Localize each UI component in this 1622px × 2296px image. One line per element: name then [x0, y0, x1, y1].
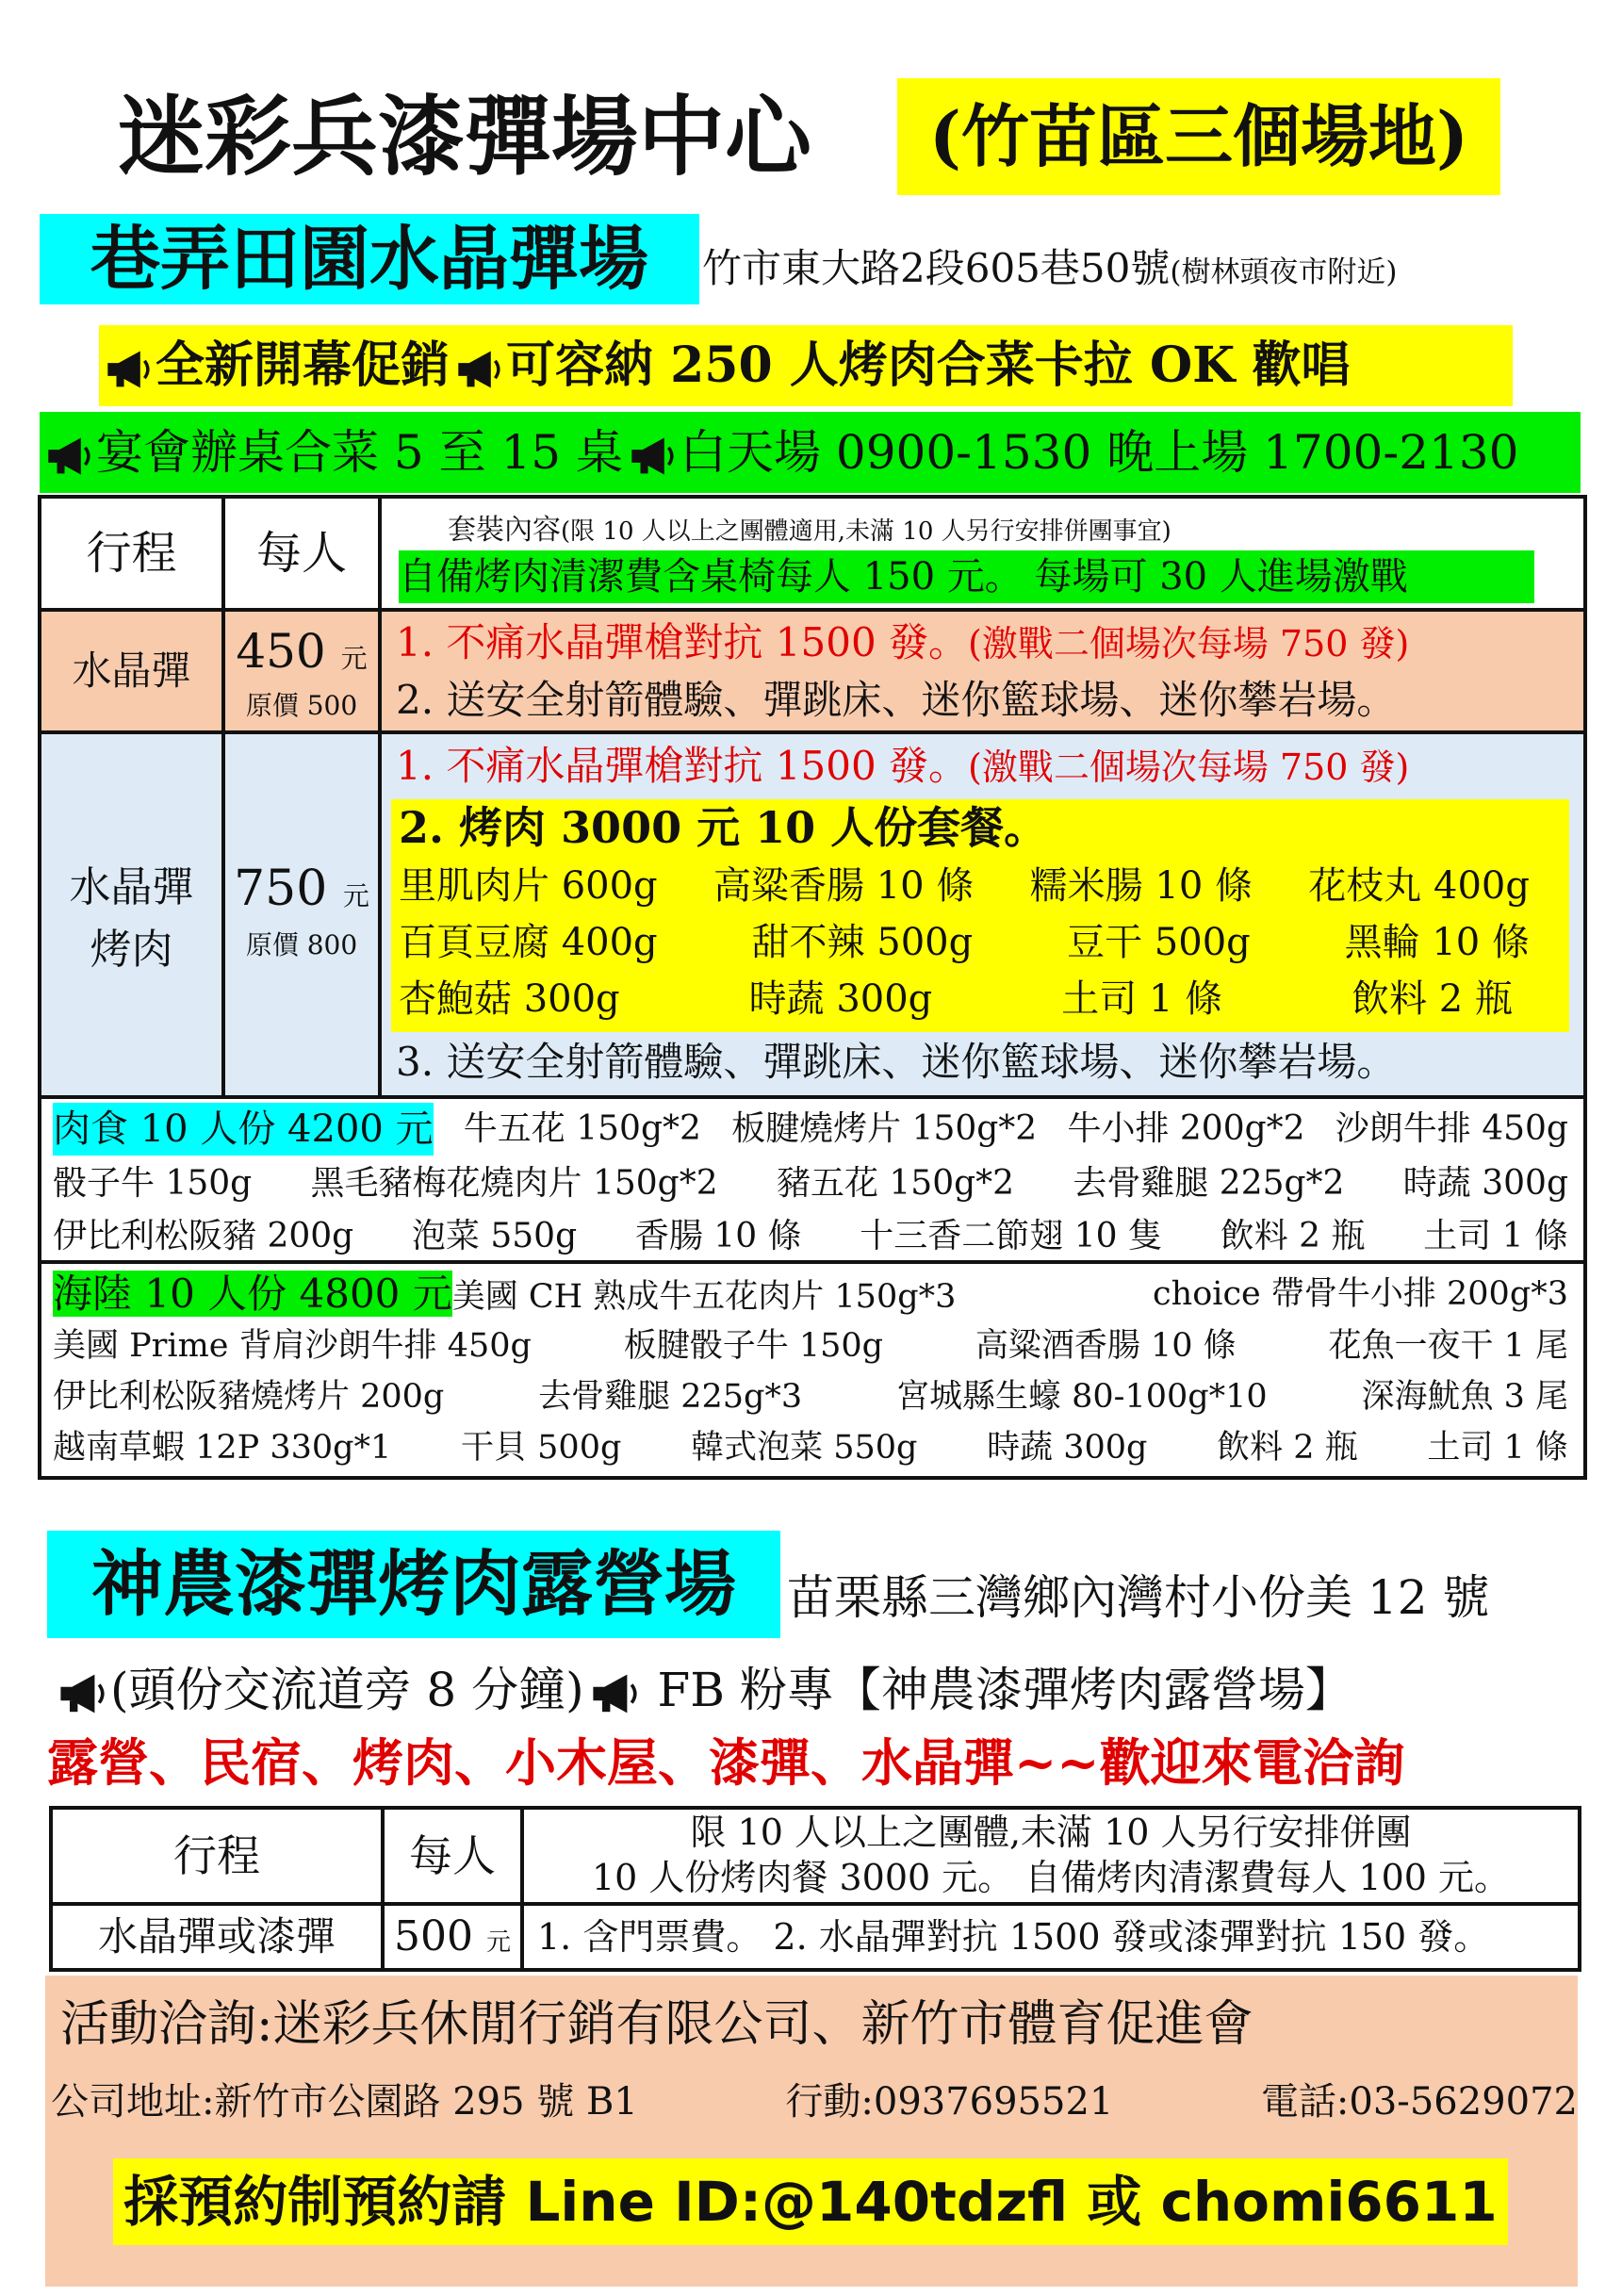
megaphone-icon: [450, 348, 506, 391]
row-divider: [41, 1095, 1583, 1099]
meat-set-row: 伊比利松阪豬 200g 泡菜 550g 香腸 10 條 十三香二節翅 10 隻 飲料 2 瓶 土司 1 條: [53, 1217, 1568, 1255]
table1-header-per: 每人: [225, 499, 382, 608]
footer-inquiry: 活動洽詢:迷彩兵休閒行銷有限公司、新竹市體育促進會: [60, 1996, 1253, 2053]
table2-header-per: 每人: [385, 1810, 524, 1902]
row2-price-cell: 750 元 原價 800: [225, 734, 382, 1095]
table2-row-name: 水晶彈或漆彈: [53, 1906, 385, 1968]
row1-content: 1. 不痛水晶彈槍對抗 1500 發。(激戰二個場次每場 750 發) 2. 送安全射箭體驗、彈跳床、迷你籃球場、迷你攀岩場。: [396, 619, 1410, 723]
row-divider: [41, 1260, 1583, 1264]
venue1-address: 竹市東大路2段605巷50號(樹林頭夜市附近): [702, 245, 1398, 291]
row2-line3: 3. 送安全射箭體驗、彈跳床、迷你籃球場、迷你攀岩場。: [396, 1039, 1397, 1085]
title-sub: (竹苗區三個場地): [897, 78, 1500, 195]
title-main: 迷彩兵漆彈場中心: [118, 86, 812, 188]
megaphone-icon: [52, 1671, 110, 1716]
venue1-banquet: 宴會辦桌合菜 5 至 15 桌 白天場 0900-1530 晚上場 1700-2130: [40, 412, 1581, 493]
footer-address: 公司地址:新竹市公園路 295 號 B1: [51, 2080, 638, 2124]
seafood-set: 海陸 10 人份 4800 元美國 CH 熟成牛五花肉片 150g*3 choice 帶骨牛小排 200g*3 美國 Prime 背肩沙朗牛排 450g 板腱骰子牛 150g 高粱酒香腸 10 條 花魚一夜干 1 尾 伊比利松阪豬燒烤片 200g 去骨雞腿 225g*3 宮城縣生蠔 80-100g*10 深海魷魚 3 尾 越南草蝦 12P 330g*1 干貝 500g 韓式泡菜 550g 時蔬 300g 飲料 2 瓶 土司 1 條: [53, 1268, 1568, 1477]
table2-header-content: 限 10 人以上之團體,未滿 10 人另行安排併團 10 人份烤肉餐 3000 元。 自備烤肉清潔費每人 100 元。: [591, 1812, 1511, 1898]
footer-booking[interactable]: 採預約制預約請 Line ID:@140tdzfl 或 chomi6611: [113, 2158, 1508, 2245]
seafood-set-row: 美國 Prime 背肩沙朗牛排 450g 板腱骰子牛 150g 高粱酒香腸 10 條 花魚一夜干 1 尾: [53, 1327, 1568, 1365]
venue2-name: 神農漆彈烤肉露營場: [47, 1531, 780, 1638]
bbq-package: 2. 烤肉 3000 元 10 人份套餐。 里肌肉片 600g 高粱香腸 10 條 糯米腸 10 條 花枝丸 400g 百頁豆腐 400g 甜不辣 500g 豆干 500g 黑輪 10 條 杏鮑菇 300g 時蔬 300g 土司 1 條 飲料 2 瓶: [391, 799, 1569, 1032]
venue2-notes: (頭份交流道旁 8 分鐘) FB 粉專【神農漆彈烤肉露營場】: [52, 1654, 1352, 1726]
table2-row-price: 500 元: [385, 1906, 524, 1968]
page-title: [118, 80, 811, 193]
megaphone-icon: [623, 435, 680, 478]
venue2-address: 苗栗縣三灣鄉內灣村小份美 12 號: [787, 1570, 1490, 1625]
table1-header-itinerary: 行程: [41, 499, 225, 608]
seafood-set-row: 伊比利松阪豬燒烤片 200g 去骨雞腿 225g*3 宮城縣生蠔 80-100g*10 深海魷魚 3 尾: [53, 1378, 1568, 1416]
venue2-services: 露營、民宿、烤肉、小木屋、漆彈、水晶彈~~歡迎來電洽詢: [47, 1732, 1405, 1793]
meat-set-label: 肉食 10 人份 4200 元: [53, 1103, 434, 1156]
footer-phone: 電話:03-5629072: [1260, 2080, 1578, 2124]
footer-mobile: 行動:0937695521: [785, 2080, 1114, 2124]
bbq-items-row: 杏鮑菇 300g 時蔬 300g 土司 1 條 飲料 2 瓶: [399, 977, 1513, 1021]
table1-header-content: 套裝內容(限 10 人以上之團體適用,未滿 10 人另行安排併團事宜) 自備烤肉清潔費含桌椅每人 150 元。 每場可 30 人進場激戰: [382, 499, 1583, 608]
venue1-promo: 全新開幕促銷 可容納 250 人烤肉合菜卡拉 OK 歡唱: [99, 325, 1513, 406]
bbq-items-row: 里肌肉片 600g 高粱香腸 10 條 糯米腸 10 條 花枝丸 400g: [399, 864, 1530, 908]
megaphone-icon: [584, 1671, 643, 1716]
megaphone-icon: [99, 348, 156, 391]
table2-row-content: 1. 含門票費。 2. 水晶彈對抗 1500 發或漆彈對抗 150 發。: [537, 1916, 1490, 1958]
footer-contact: [51, 2074, 1578, 2130]
seafood-set-label: 海陸 10 人份 4800 元: [53, 1271, 452, 1317]
row1-price: 450: [236, 624, 326, 679]
seafood-set-row: 越南草蝦 12P 330g*1 干貝 500g 韓式泡菜 550g 時蔬 300g 飲料 2 瓶 土司 1 條: [53, 1429, 1568, 1467]
row1-name: 水晶彈: [41, 612, 225, 730]
megaphone-icon: [40, 435, 96, 478]
bbq-items-row: 百頁豆腐 400g 甜不辣 500g 豆干 500g 黑輪 10 條: [399, 921, 1530, 964]
row2-orig: 原價 800: [245, 929, 358, 960]
venue1-name: 巷弄田園水晶彈場: [40, 214, 699, 304]
row2-name: 水晶彈 烤肉: [41, 734, 225, 1095]
meat-set: 肉食 10 人份 4200 元 牛五花 150g*2 板腱燒烤片 150g*2 牛小排 200g*2 沙朗牛排 450g 骰子牛 150g 黑毛豬梅花燒肉片 150g*2 豬五花 150g*2 去骨雞腿 225g*2 時蔬 300g 伊比利松阪豬 200g 泡菜 550g 香腸 10 條 十三香二節翅 10 隻 飲料 2 瓶 土司 1 條: [53, 1103, 1568, 1272]
row2-price: 750: [234, 861, 328, 917]
table2-header-itinerary: 行程: [53, 1810, 385, 1902]
meat-set-row: 骰子牛 150g 黑毛豬梅花燒肉片 150g*2 豬五花 150g*2 去骨雞腿 225g*2 時蔬 300g: [53, 1164, 1568, 1203]
row2-line1: 1. 不痛水晶彈槍對抗 1500 發。(激戰二個場次每場 750 發): [396, 743, 1410, 789]
row1-price-cell: 450 元 原價 500: [225, 612, 382, 730]
row1-orig: 原價 500: [245, 690, 358, 721]
table1-fee-note: 自備烤肉清潔費含桌椅每人 150 元。 每場可 30 人進場激戰: [399, 550, 1534, 603]
